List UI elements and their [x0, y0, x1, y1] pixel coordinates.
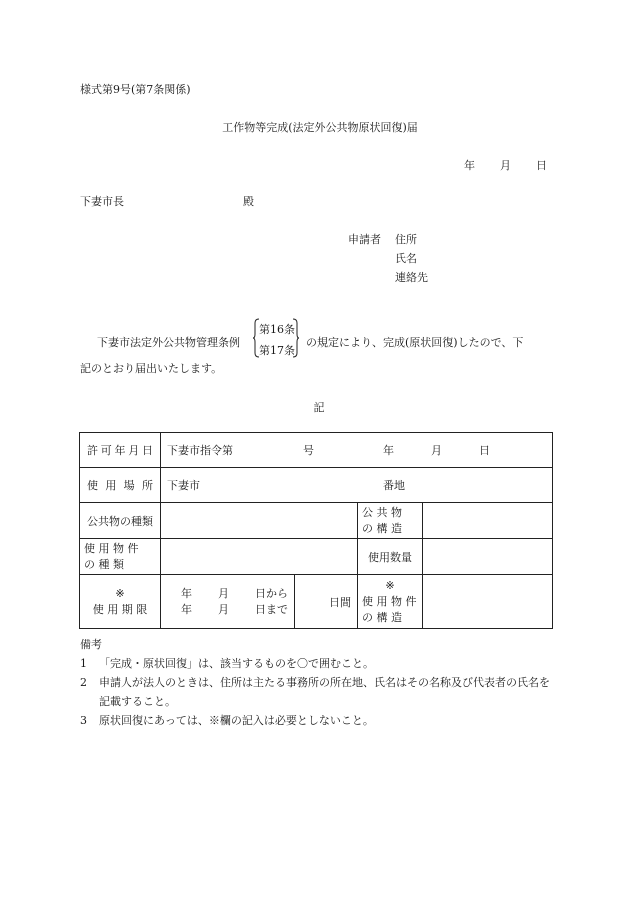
place-banchi: 番地: [383, 479, 405, 492]
notes-heading: 備考: [80, 638, 102, 651]
place-city: 下妻市: [167, 479, 200, 492]
period-label: [80, 575, 161, 629]
note-item: [80, 673, 560, 711]
from-month: 月: [218, 586, 229, 600]
structure-label: [358, 503, 423, 539]
permit-date-label: 許 可 年 月 日: [80, 433, 161, 468]
note-number: 2: [80, 676, 87, 689]
to-day: 日まで: [255, 602, 288, 616]
note-item: [80, 654, 560, 673]
permit-month: 月: [431, 444, 442, 457]
kind-value[interactable]: [161, 503, 358, 539]
structure-label-1: 公 共 物: [362, 505, 402, 519]
object-label-1: 使 用 物 件: [362, 594, 417, 608]
permit-date-row: [80, 433, 553, 468]
place-row: [80, 468, 553, 503]
place-value[interactable]: [161, 468, 553, 503]
note-number: 3: [80, 714, 87, 727]
date-month: 月: [500, 159, 511, 172]
ki-heading: 記: [313, 401, 325, 414]
permit-go: 号: [303, 444, 314, 457]
article-16: 第16条: [259, 323, 295, 336]
period-label-text: 使 用 期 限: [92, 602, 148, 616]
note-item: [80, 711, 560, 730]
article-17: 第17条: [259, 344, 295, 357]
period-to: [181, 602, 288, 618]
note-text: 原状回復にあっては、※欄の記入は必要としないこと。: [99, 714, 374, 727]
period-mark: ※: [115, 586, 125, 600]
addressee-honorific: 殿: [243, 195, 254, 208]
from-day: 日から: [255, 586, 288, 600]
form-number: 様式第9号(第7条関係): [80, 83, 191, 96]
item-row: [80, 539, 553, 575]
body-provision-text: の規定により、完成(原状回復)したので、下: [306, 336, 524, 349]
permit-year: 年: [383, 444, 394, 457]
to-year: 年: [181, 602, 192, 616]
applicant-name-label: 氏名: [395, 252, 417, 265]
kind-label: 公共物の種類: [80, 503, 161, 539]
to-month: 月: [218, 602, 229, 616]
period-dates[interactable]: [161, 575, 295, 629]
notification-table: [79, 432, 553, 629]
note-text: 申請人が法人のときは、住所は主たる事務所の所在地、氏名はその名称及び代表者の氏名を記載すること。: [99, 676, 550, 708]
period-row: [80, 575, 553, 629]
item-value[interactable]: [161, 539, 358, 575]
structure-value[interactable]: [423, 503, 553, 539]
object-mark: ※: [385, 578, 395, 592]
amount-label: 使用数量: [358, 539, 423, 575]
notes-section: [80, 635, 560, 730]
document-title: 工作物等完成(法定外公共物原状回復)届: [222, 121, 418, 134]
applicant-contact-label: 連絡先: [395, 271, 428, 284]
date-year: 年: [464, 159, 475, 172]
note-number: 1: [80, 657, 87, 670]
note-text: 「完成・原状回復」は、該当するものを〇で囲むこと。: [99, 657, 374, 670]
place-label: 使 用 場 所: [80, 468, 161, 503]
body-ordinance-text: 下妻市法定外公共物管理条例: [97, 336, 240, 349]
addressee-mayor: 下妻市長: [80, 195, 124, 208]
kind-row: [80, 503, 553, 539]
body-notify-text: 記のとおり届出いたします。: [80, 362, 223, 375]
object-structure-label: [358, 575, 423, 629]
period-days[interactable]: 日間: [295, 575, 358, 629]
applicant-address-label: 住所: [395, 233, 417, 246]
applicant-label: 申請者: [348, 233, 381, 246]
item-label-1: 使 用 物 件: [84, 541, 139, 555]
item-label: [80, 539, 161, 575]
structure-label-2: の 構 造: [362, 521, 402, 535]
date-day: 日: [536, 159, 547, 172]
permit-date-value[interactable]: [161, 433, 553, 468]
from-year: 年: [181, 586, 192, 600]
object-structure-value[interactable]: [423, 575, 553, 629]
object-label-2: の 構 造: [362, 610, 402, 624]
article-brace: [253, 318, 299, 358]
period-from: [181, 586, 288, 602]
permit-city: 下妻市指令第: [167, 444, 233, 457]
item-label-2: の 種 類: [84, 557, 124, 571]
amount-value[interactable]: [423, 539, 553, 575]
permit-day: 日: [479, 444, 490, 457]
